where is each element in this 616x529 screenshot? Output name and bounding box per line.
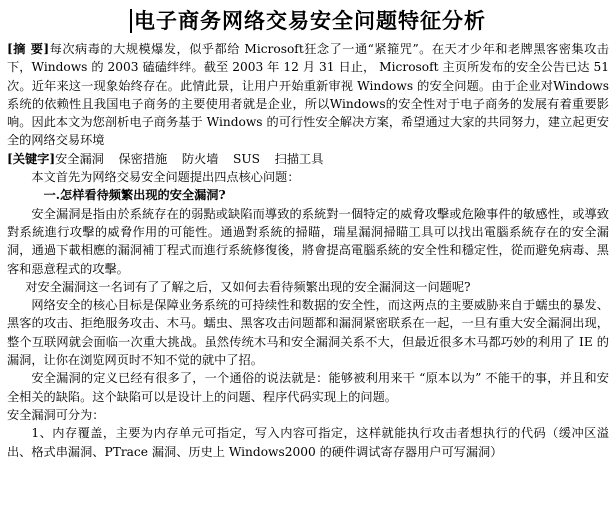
body-paragraph: 网络安全的核心目标是保障业务系统的可持续性和数据的安全性，而这两点的主要威胁来自于蠕虫的暴发、黑客的攻击、拒绝服务攻击、木马。蠕虫、黑客攻击问题都和漏洞紧密联系在一起，一旦有重大安全漏洞出现，整个互联网就会面临一次重大挑战。虽然传统木马和安全漏洞关系不大，但最近很多木马都巧妙的利用了 IE 的漏洞，让你在浏览网页时不知不觉的就中了招。 <box>7 298 609 368</box>
document-title: 电子商务网络交易安全问题特征分析 <box>134 9 486 33</box>
abstract-label: [摘 要] <box>7 42 50 56</box>
body-paragraph: 1、内存覆盖，主要为内存单元可指定，写入内容可指定，这样就能执行攻击者想执行的代码（缓冲区溢出、格式串漏洞、PTrace 漏洞、历史上 Windows2000 的硬件调试寄存器用户可写漏洞） <box>7 426 609 459</box>
body-paragraph: 安全漏洞是指由於系統存在的弱點或缺陷而導致的系統對一個特定的威脅攻擊或危險事件的敏感性，或導致對系統進行攻擊的威脅作用的可能性。通過對系統的掃瞄，瑞星漏洞掃瞄工具可以找出電腦系統存在的安全漏洞，通過下載相應的漏洞補丁程式而進行系統修復後，將會提高電腦系統的安全性和穩定性，從而避免病毒、黑客和惡意程式的攻擊。 <box>7 206 609 276</box>
abstract-text: 每次病毒的大规模爆发，似乎都给 Microsoft狂念了一通“紧箍咒”。在天才少年和老牌黑客密集攻击下，Windows 的 2003 磕磕绊绊。截至 2003 年 12 月 31 日止， Microsoft 主页所发布的安全公告已达 51 次。近年来这一现象始终存在。此情此景，让用户开始重新审视 Windows 的安全问题。由于企业对Windows系统的依赖性且我国电子商务的主要使用者就是企业，所以Windows的安全性对于电子商务的发展有着重要影响。因此本文为您剖析电子商务基于 Windows 的可行性安全解决方案，希望通过大家的共同努力，建立起更安全的网络交易环境 <box>7 42 609 148</box>
body-paragraph: 安全漏洞的定义已经有很多了，一个通俗的说法就是：能够被利用来干 “原本以为” 不能干的事，并且和安全相关的缺陷。这个缺陷可以是设计上的问题、程序代码实现上的问题。 <box>7 371 609 404</box>
keyword: 防火墙 <box>181 151 219 166</box>
keyword: SUS <box>233 151 261 166</box>
keywords-label: [关键字] <box>7 151 56 166</box>
title-row <box>0 9 616 35</box>
keyword: 安全漏洞 <box>55 151 104 166</box>
section-heading: 一.怎样看待频繁出现的安全漏洞? <box>43 188 226 203</box>
intro-paragraph: 本文首先为网络交易安全问题提出四点核心问题： <box>31 170 300 185</box>
body-paragraph: 安全漏洞可分为： <box>7 407 105 422</box>
abstract-paragraph <box>7 40 609 150</box>
keywords-paragraph <box>7 150 609 168</box>
keyword: 扫描工具 <box>274 151 324 166</box>
body-paragraph: 对安全漏洞这一名词有了了解之后，又如何去看待频繁出现的安全漏洞这一问题呢? <box>25 279 471 294</box>
document-body <box>7 40 609 461</box>
text-cursor <box>130 9 132 33</box>
keyword: 保密措施 <box>118 151 168 166</box>
